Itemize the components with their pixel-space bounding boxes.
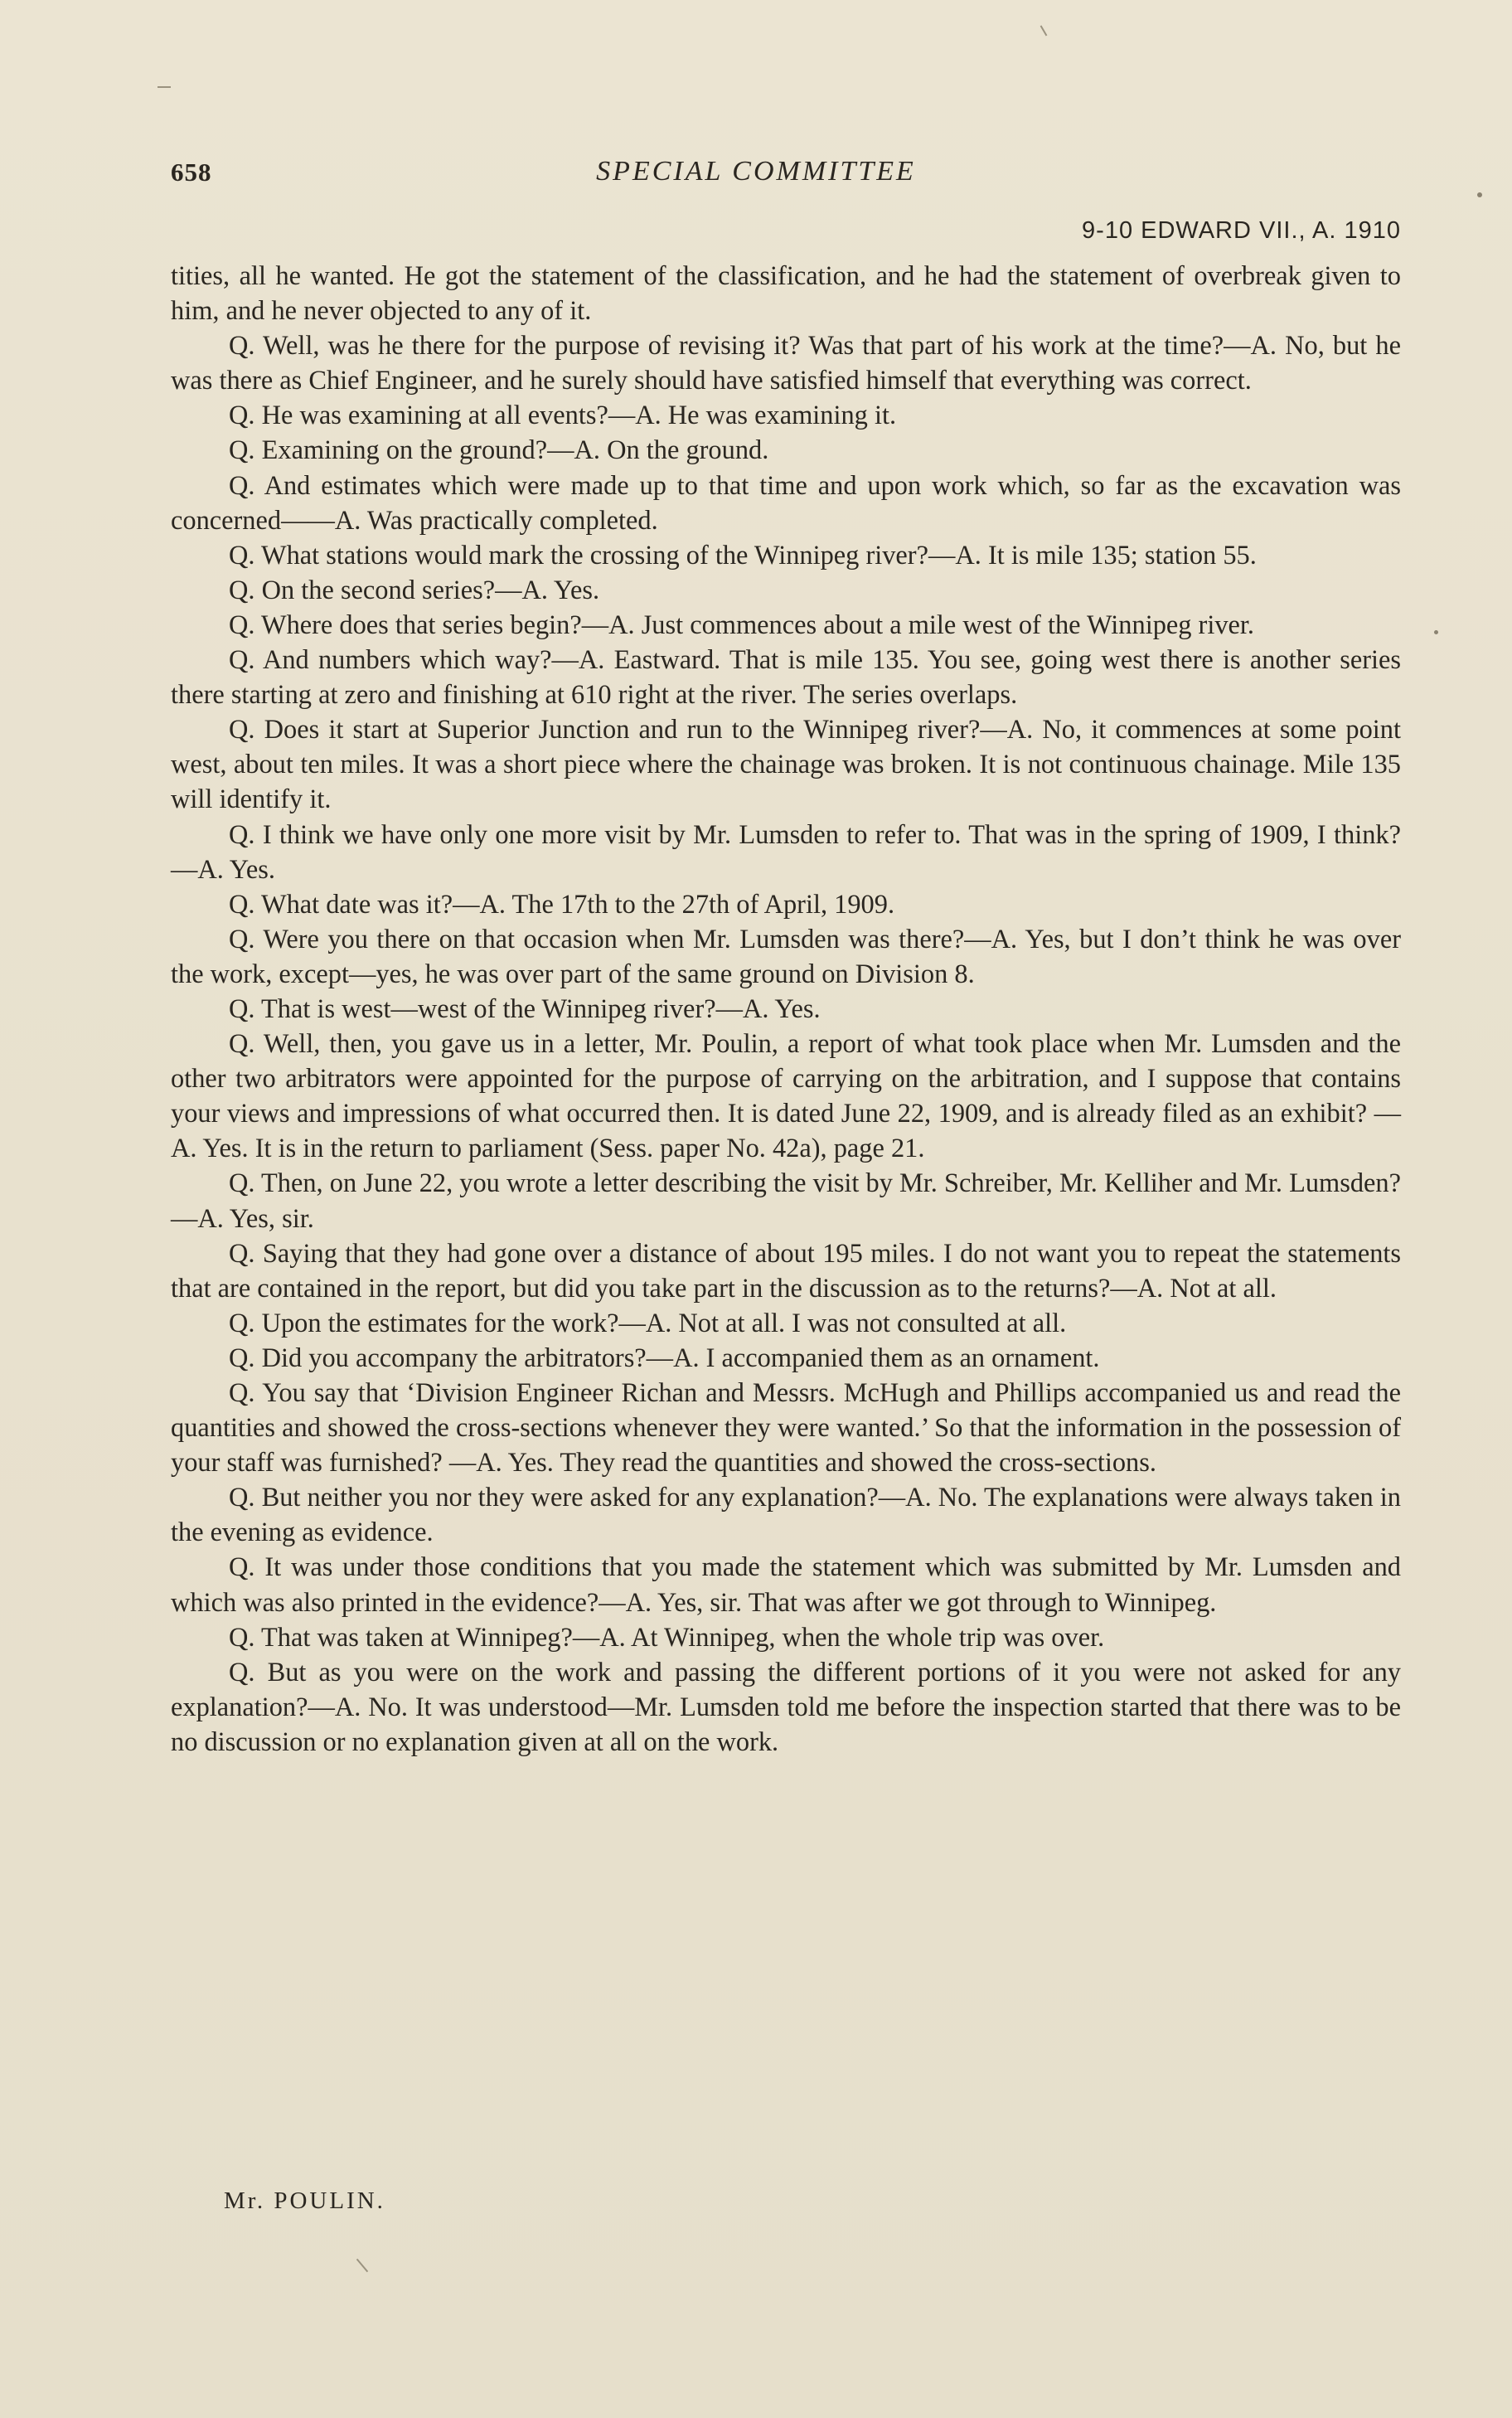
question-answer-paragraph: Q. Examining on the ground?—A. On the ground.	[229, 435, 769, 466]
scan-mark	[158, 86, 171, 88]
paragraph-continuation: tities, all he wanted. He got the statement of the classification, and he had the statement of overbreak given to him, and he never objected to any of it.	[171, 261, 1401, 327]
question-answer-paragraph: Q. Where does that series begin?—A. Just commences about a mile west of the Winnipeg river.	[229, 609, 1255, 640]
question-answer-paragraph: Q. Does it start at Superior Junction and run to the Winnipeg river?—A. No, it commences at some point west, about ten miles. It was a short piece where the chainage was broken. It is not continuous chainage. Mile 135 will identify it.	[171, 715, 1401, 815]
witness-signature: Mr. POULIN.	[224, 2187, 385, 2214]
question-answer-paragraph: Q. And estimates which were made up to that time and upon work which, so far as the excavation was concerned——A. Was practically completed.	[171, 470, 1401, 536]
question-answer-paragraph: Q. What date was it?—A. The 17th to the 27th of April, 1909.	[229, 889, 895, 920]
session-line: 9-10 EDWARD VII., A. 1910	[1082, 217, 1401, 244]
question-answer-paragraph: Q. I think we have only one more visit by Mr. Lumsden to refer to. That was in the spring of 1909, I think?—A. Yes.	[171, 819, 1401, 885]
question-answer-paragraph: Q. What stations would mark the crossing of the Winnipeg river?—A. It is mile 135; station 55.	[229, 540, 1257, 571]
question-answer-paragraph: Q. On the second series?—A. Yes.	[229, 575, 600, 605]
question-answer-paragraph: Q. Did you accompany the arbitrators?—A. I accompanied them as an ornament.	[229, 1343, 1100, 1373]
testimony-body	[171, 259, 1401, 1760]
question-answer-paragraph: Q. Saying that they had gone over a distance of about 195 miles. I do not want you to repeat the statements that are contained in the report, but did you take part in the discussion as to the returns?—A. Not at all.	[171, 1238, 1401, 1304]
question-answer-paragraph: Q. Then, on June 22, you wrote a letter describing the visit by Mr. Schreiber, Mr. Kelliher and Mr. Lumsden?—A. Yes, sir.	[171, 1168, 1402, 1234]
question-answer-paragraph: Q. He was examining at all events?—A. He was examining it.	[229, 401, 897, 431]
question-answer-paragraph: Q. You say that ‘Division Engineer Richan and Messrs. McHugh and Phillips accompanied us and read the quantities and showed the cross-sections whenever they were wanted.’ So that the information in the possession of your staff was furnished? —A. Yes. They read the quantities and showed the cross-sections.	[171, 1378, 1401, 1478]
paper-speck	[1477, 192, 1482, 197]
question-answer-paragraph: Q. Upon the estimates for the work?—A. Not at all. I was not consulted at all.	[229, 1308, 1067, 1338]
question-answer-paragraph: Q. That is west—west of the Winnipeg river?—A. Yes.	[229, 993, 821, 1024]
question-answer-paragraph: Q. But as you were on the work and passing the different portions of it you were not asked for any explanation?—A. No. It was understood—Mr. Lumsden told me before the inspection started that there was to be no discussion or no explanation given at all on the work.	[171, 1657, 1401, 1757]
question-answer-paragraph: Q. That was taken at Winnipeg?—A. At Winnipeg, when the whole trip was over.	[229, 1622, 1105, 1653]
page-number: 658	[171, 158, 212, 187]
question-answer-paragraph: Q. Well, was he there for the purpose of revising it? Was that part of his work at the time?—A. No, but he was there as Chief Engineer, and he surely should have satisfied himself that everything was correct.	[171, 331, 1401, 396]
question-answer-paragraph: Q. And numbers which way?—A. Eastward. That is mile 135. You see, going west there is another series there starting at zero and finishing at 610 right at the river. The series overlaps.	[171, 645, 1401, 711]
question-answer-paragraph: Q. Well, then, you gave us in a letter, Mr. Poulin, a report of what took place when Mr. Lumsden and the other two arbitrators were appointed for the purpose of carrying on the arbitration, and I suppose that contains your views and impressions of what occurred then. It is dated June 22, 1909, and is already filed as an exhibit? —A. Yes. It is in the return to parliament (Sess. paper No. 42a), page 21.	[171, 1029, 1401, 1164]
running-head: SPECIAL COMMITTEE	[596, 156, 916, 187]
scan-mark	[356, 2259, 368, 2273]
question-answer-paragraph: Q. Were you there on that occasion when Mr. Lumsden was there?—A. Yes, but I don’t think he was over the work, except—yes, he was over part of the same ground on Division 8.	[171, 924, 1401, 989]
paper-speck	[1434, 630, 1438, 634]
question-answer-paragraph: Q. But neither you nor they were asked for any explanation?—A. No. The explanations were always taken in the evening as evidence.	[171, 1483, 1401, 1548]
scan-mark	[1040, 25, 1048, 36]
question-answer-paragraph: Q. It was under those conditions that you made the statement which was submitted by Mr. Lumsden and which was also printed in the evidence?—A. Yes, sir. That was after we got through to Winnipeg.	[171, 1552, 1401, 1618]
